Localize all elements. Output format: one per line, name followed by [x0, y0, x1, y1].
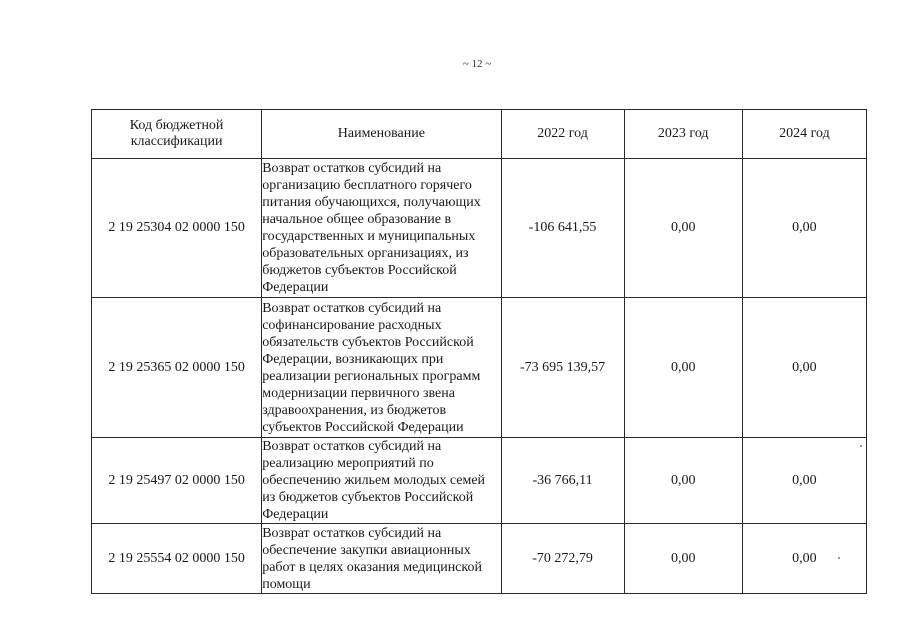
cell-2023: 0,00 [624, 298, 742, 438]
header-2022: 2022 год [501, 110, 624, 159]
budget-table [91, 109, 867, 594]
cell-2024: 0,00 [742, 438, 866, 524]
header-2024: 2024 год [742, 110, 866, 159]
cell-code: 2 19 25365 02 0000 150 [92, 298, 262, 438]
table-row [92, 159, 867, 298]
cell-2023: 0,00 [624, 524, 742, 594]
table-row [92, 438, 867, 524]
cell-2024: 0,00 [742, 159, 866, 298]
cell-2023: 0,00 [624, 159, 742, 298]
cell-name: Возврат остатков субсидий на софинансирование расходных обязательств субъектов Российской Федерации, возникающих при реализации региональных программ модернизации первичного звена здравоохранения, из бюджетов субъектов Российской Федерации [262, 298, 501, 438]
scan-speck [838, 557, 840, 559]
cell-code: 2 19 25497 02 0000 150 [92, 438, 262, 524]
cell-code: 2 19 25304 02 0000 150 [92, 159, 262, 298]
cell-2023: 0,00 [624, 438, 742, 524]
table-row [92, 298, 867, 438]
cell-name: Возврат остатков субсидий на организацию бесплатного горячего питания обучающихся, получающих начальное общее образование в государственных и муниципальных образовательных организациях, из бюджетов субъектов Российской Федерации [262, 159, 501, 298]
cell-2022: -106 641,55 [501, 159, 624, 298]
header-name: Наименование [262, 110, 501, 159]
cell-name: Возврат остатков субсидий на обеспечение закупки авиационных работ в целях оказания медицинской помощи [262, 524, 501, 594]
cell-2024: 0,00 [742, 298, 866, 438]
cell-code: 2 19 25554 02 0000 150 [92, 524, 262, 594]
cell-2022: -70 272,79 [501, 524, 624, 594]
scan-speck [860, 445, 862, 447]
table-row [92, 524, 867, 594]
cell-2022: -36 766,11 [501, 438, 624, 524]
table-header-row [92, 110, 867, 159]
cell-name: Возврат остатков субсидий на реализацию мероприятий по обеспечению жильем молодых семей из бюджетов субъектов Российской Федерации [262, 438, 501, 524]
header-code: Код бюджетной классификации [92, 110, 262, 159]
cell-2022: -73 695 139,57 [501, 298, 624, 438]
page-number: ~ 12 ~ [462, 58, 492, 70]
cell-2024: 0,00 [742, 524, 866, 594]
header-2023: 2023 год [624, 110, 742, 159]
